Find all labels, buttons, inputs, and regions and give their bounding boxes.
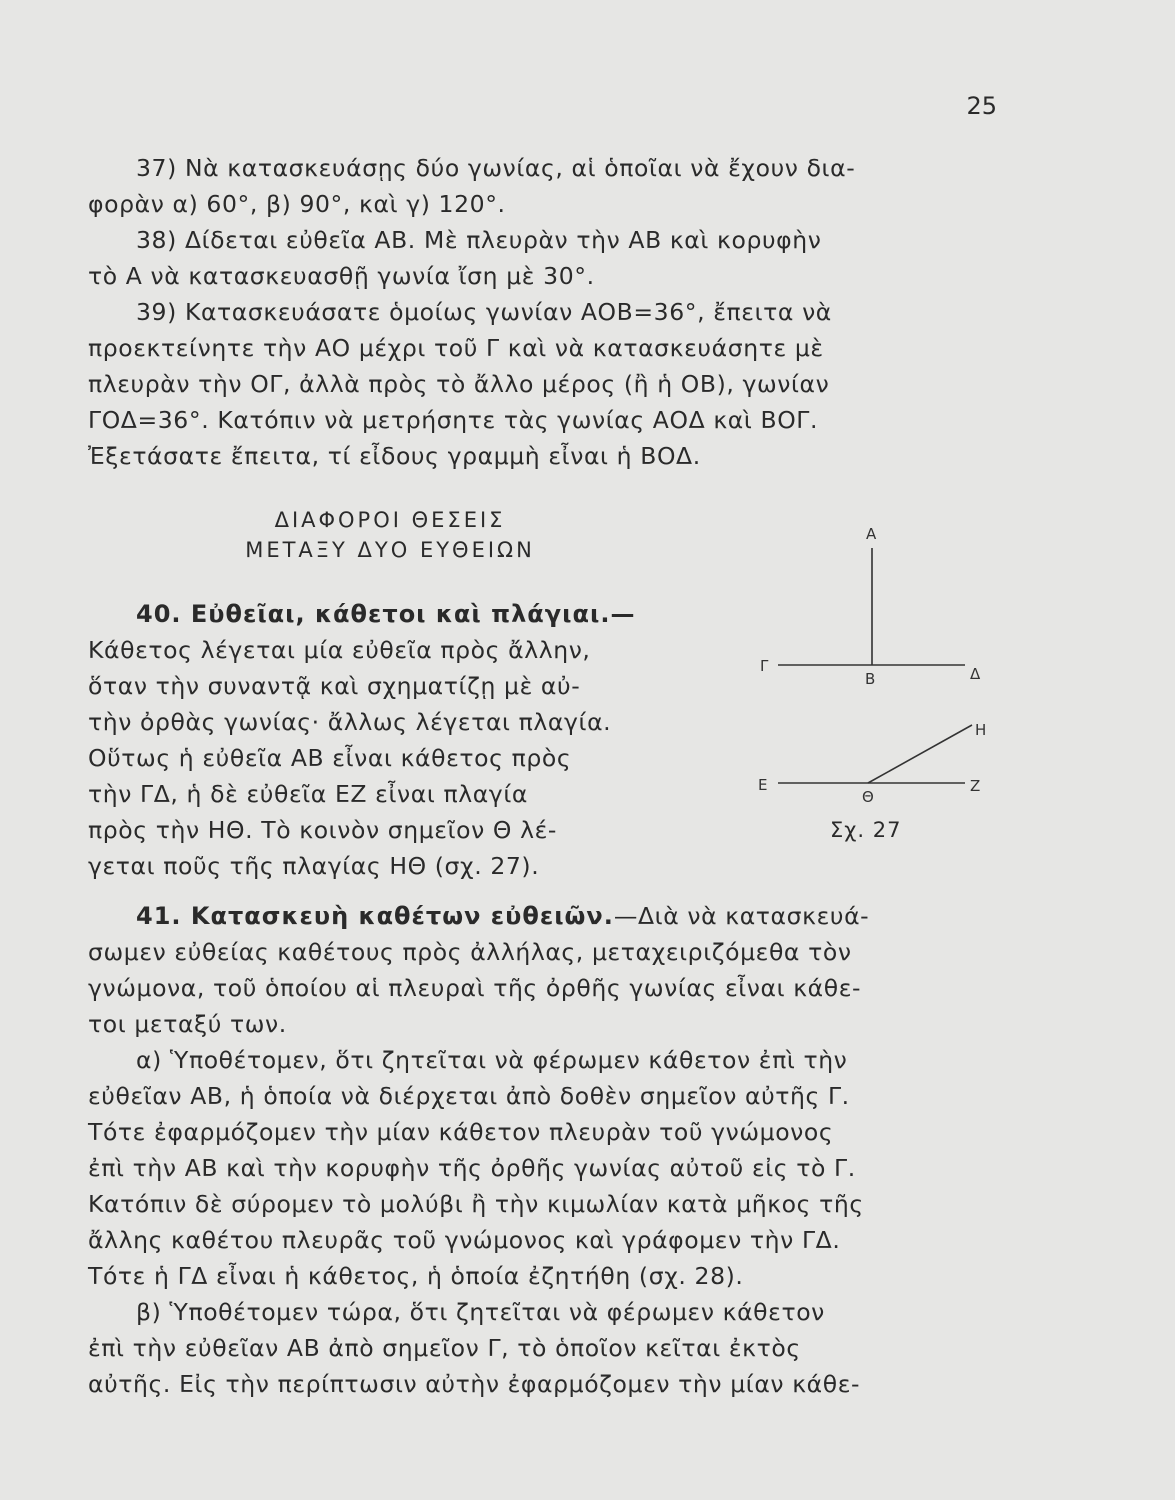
section-41-line-3: τοι μεταξύ των. <box>88 1010 287 1038</box>
figure-27-caption: Σχ. 27 <box>830 818 902 842</box>
section-heading-line-2: ΜΕΤΑΞΥ ΔΥΟ ΕΥΘΕΙΩΝ <box>245 538 535 562</box>
line-HTh <box>868 725 972 783</box>
section-40-line-1: Κάθετος λέγεται μία εὐθεῖα πρὸς ἄλλην, <box>88 636 591 664</box>
label-E: Ε <box>758 776 768 794</box>
section-41-a-line-5: Κατόπιν δὲ σύρομεν τὸ μολύβι ἢ τὴν κιμωλίαν κατὰ μῆκος τῆς <box>88 1190 864 1218</box>
label-B: Β <box>865 670 876 688</box>
section-40 <box>88 596 698 884</box>
label-Z: Ζ <box>970 777 981 795</box>
section-41-a-line-4: ἐπὶ τὴν ΑΒ καὶ τὴν κορυφὴν τῆς ὀρθῆς γωνίας αὐτοῦ εἰς τὸ Γ. <box>88 1154 856 1182</box>
section-40-line-4: Οὕτως ἡ εὐθεῖα ΑΒ εἶναι κάθετος πρὸς <box>88 744 572 772</box>
section-41-a-line-1: α) Ὑποθέτομεν, ὅτι ζητεῖται νὰ φέρωμεν κάθετον ἐπὶ τὴν <box>136 1046 848 1074</box>
section-40-line-3: τὴν ὀρθὰς γωνίας· ἄλλως λέγεται πλαγία. <box>88 708 612 736</box>
exercises-block <box>88 150 1008 474</box>
exercise-37-line-2: φορὰν α) 60°, β) 90°, καὶ γ) 120°. <box>88 190 506 218</box>
section-41-title: 41. Κατασκευὴ καθέτων εὐθειῶν. <box>136 902 614 930</box>
section-41-a-line-7: Τότε ἡ ΓΔ εἶναι ἡ κάθετος, ἡ ὁποία ἐζητήθη (σχ. 28). <box>88 1262 744 1290</box>
label-Th: Θ <box>862 788 874 806</box>
section-41-a-line-6: ἄλλης καθέτου πλευρᾶς τοῦ γνώμονος καὶ γράφομεν τὴν ΓΔ. <box>88 1226 841 1254</box>
section-41-line-2: γνώμονα, τοῦ ὁποίου αἱ πλευραὶ τῆς ὀρθῆς γωνίας εἶναι κάθε- <box>88 974 862 1002</box>
exercise-39-line-4: ΓΟΔ=36°. Κατόπιν νὰ μετρήσητε τὰς γωνίας ΑΟΔ καὶ ΒΟΓ. <box>88 406 819 434</box>
section-41-b-line-1: β) Ὑποθέτομεν τώρα, ὅτι ζητεῖται νὰ φέρωμεν κάθετον <box>136 1298 825 1326</box>
figure-27 <box>750 515 1010 855</box>
page-number: 25 <box>966 92 997 120</box>
section-41-title-rest: —Διὰ νὰ κατασκευά- <box>613 902 870 930</box>
section-41-a-line-2: εὐθεῖαν ΑΒ, ἡ ὁποία νὰ διέρχεται ἀπὸ δοθὲν σημεῖον αὐτῆς Γ. <box>88 1082 850 1110</box>
section-40-line-6: πρὸς τὴν ΗΘ. Τὸ κοινὸν σημεῖον Θ λέ- <box>88 816 557 844</box>
section-heading <box>170 505 610 565</box>
label-H: Η <box>975 721 987 739</box>
exercise-38-line-2: τὸ Α νὰ κατασκευασθῇ γωνία ἴση μὲ 30°. <box>88 262 595 290</box>
exercise-39-line-2: προεκτείνητε τὴν ΑΟ μέχρι τοῦ Γ καὶ νὰ κατασκευάσητε μὲ <box>88 334 824 362</box>
section-41 <box>88 898 1008 1402</box>
section-41-title-line <box>88 898 1008 934</box>
section-40-line-7: γεται ποῦς τῆς πλαγίας ΗΘ (σχ. 27). <box>88 852 540 880</box>
section-41-line-1: σωμεν εὐθείας καθέτους πρὸς ἀλλήλας, μεταχειριζόμεθα τὸν <box>88 938 852 966</box>
figure-27-drawing <box>750 515 1010 815</box>
section-41-a-line-3: Τότε ἐφαρμόζομεν τὴν μίαν κάθετον πλευρὰν τοῦ γνώμονος <box>88 1118 834 1146</box>
label-D: Δ <box>970 665 981 683</box>
exercise-38-line-1: 38) Δίδεται εὐθεῖα ΑΒ. Μὲ πλευρὰν τὴν ΑΒ καὶ κορυφὴν <box>136 226 822 254</box>
exercise-39-line-1: 39) Κατασκευάσατε ὁμοίως γωνίαν ΑΟΒ=36°, ἔπειτα νὰ <box>136 298 832 326</box>
exercise-37-line-1: 37) Νὰ κατασκευάσῃς δύο γωνίας, αἱ ὁποῖαι νὰ ἔχουν δια- <box>136 154 856 182</box>
section-41-b-line-3: αὐτῆς. Εἰς τὴν περίπτωσιν αὐτὴν ἐφαρμόζομεν τὴν μίαν κάθε- <box>88 1370 861 1398</box>
section-40-line-2: ὅταν τὴν συναντᾷ καὶ σχηματίζῃ μὲ αὐ- <box>88 672 581 700</box>
exercise-39-line-5: Ἐξετάσατε ἔπειτα, τί εἶδους γραμμὴ εἶναι ἡ ΒΟΔ. <box>88 442 701 470</box>
section-heading-line-1: ΔΙΑΦΟΡΟΙ ΘΕΣΕΙΣ <box>274 508 506 532</box>
section-41-b-line-2: ἐπὶ τὴν εὐθεῖαν ΑΒ ἀπὸ σημεῖον Γ, τὸ ὁποῖον κεῖται ἐκτὸς <box>88 1334 801 1362</box>
exercise-39-line-3: πλευρὰν τὴν ΟΓ, ἀλλὰ πρὸς τὸ ἄλλο μέρος (ἢ ἡ ΟΒ), γωνίαν <box>88 370 830 398</box>
label-G: Γ <box>760 657 769 675</box>
label-A: Α <box>866 525 877 543</box>
section-40-title: 40. Εὐθεῖαι, κάθετοι καὶ πλάγιαι.— <box>136 600 636 628</box>
section-40-line-5: τὴν ΓΔ, ἡ δὲ εὐθεῖα ΕΖ εἶναι πλαγία <box>88 780 528 808</box>
